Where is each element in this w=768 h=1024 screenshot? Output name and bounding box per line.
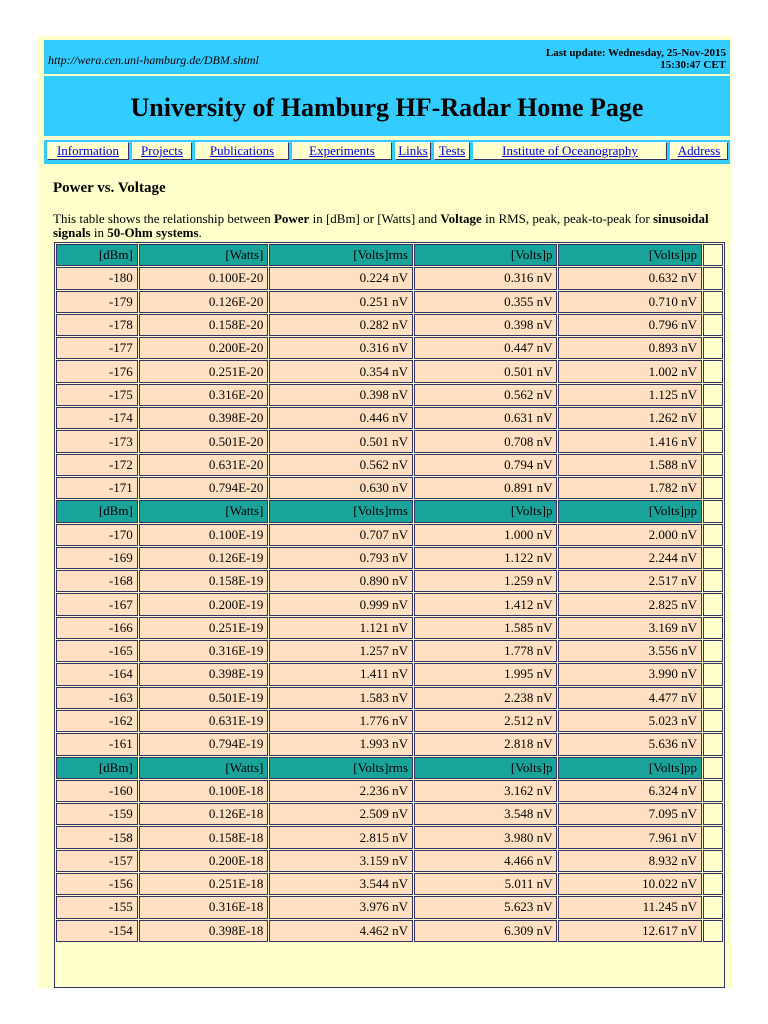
top-bar xyxy=(44,40,730,74)
table-row xyxy=(56,687,723,709)
table-cell: 1.122 nV xyxy=(414,547,558,569)
table-cell: 0.398 nV xyxy=(269,384,413,406)
table-cell: -165 xyxy=(56,640,138,662)
last-update-time: 15:30:47 CET xyxy=(660,59,726,71)
table-cell: 0.893 nV xyxy=(558,337,702,359)
last-update xyxy=(546,47,726,71)
table-spacer-cell xyxy=(703,477,723,499)
table-row xyxy=(56,710,723,732)
table-cell: 1.588 nV xyxy=(558,454,702,476)
table-row xyxy=(56,360,723,382)
desc-bold-sinusoidal: sinusoidal signals xyxy=(53,211,709,240)
table-cell: -170 xyxy=(56,524,138,546)
page xyxy=(38,36,732,988)
table-cell: 0.126E-18 xyxy=(139,803,269,825)
table-cell: 1.411 nV xyxy=(269,663,413,685)
desc-text-4: in xyxy=(90,225,108,240)
column-header: [Watts] xyxy=(139,244,269,266)
table-cell: 0.316E-20 xyxy=(139,384,269,406)
table-cell: 2.236 nV xyxy=(269,780,413,802)
table-cell: 1.782 nV xyxy=(558,477,702,499)
table-cell: 0.126E-20 xyxy=(139,291,269,313)
table-cell: 0.631 nV xyxy=(414,407,558,429)
table-cell: 0.126E-19 xyxy=(139,547,269,569)
desc-text-3: in RMS, peak, peak-to-peak for xyxy=(481,211,653,226)
table-cell: 0.446 nV xyxy=(269,407,413,429)
table-row xyxy=(56,337,723,359)
table-cell: 1.125 nV xyxy=(558,384,702,406)
table-cell: 1.257 nV xyxy=(269,640,413,662)
table-cell: 3.162 nV xyxy=(414,780,558,802)
table-cell: 0.316 nV xyxy=(269,337,413,359)
table-cell: 7.095 nV xyxy=(558,803,702,825)
table-cell: 0.100E-18 xyxy=(139,780,269,802)
table-header-row xyxy=(56,757,723,779)
column-header: [Volts]p xyxy=(414,500,558,522)
table-cell: 0.355 nV xyxy=(414,291,558,313)
table-spacer-cell xyxy=(703,454,723,476)
power-voltage-table xyxy=(55,243,724,943)
table-cell: 0.999 nV xyxy=(269,593,413,615)
table-cell: 3.544 nV xyxy=(269,873,413,895)
table-cell: 7.961 nV xyxy=(558,826,702,848)
nav-publications[interactable]: Publications xyxy=(195,142,289,160)
table-row xyxy=(56,663,723,685)
table-cell: 1.000 nV xyxy=(414,524,558,546)
table-cell: -174 xyxy=(56,407,138,429)
table-cell: -167 xyxy=(56,593,138,615)
table-spacer-cell xyxy=(703,430,723,452)
table-cell: 0.794E-20 xyxy=(139,477,269,499)
table-cell: 0.796 nV xyxy=(558,314,702,336)
table-row xyxy=(56,547,723,569)
column-header: [Watts] xyxy=(139,757,269,779)
table-spacer-cell xyxy=(703,267,723,289)
table-cell: 8.932 nV xyxy=(558,850,702,872)
table-spacer-cell xyxy=(703,314,723,336)
table-spacer-cell xyxy=(703,407,723,429)
table-cell: 3.548 nV xyxy=(414,803,558,825)
nav-links[interactable]: Links xyxy=(395,142,431,160)
table-cell: 0.632 nV xyxy=(558,267,702,289)
table-cell: -176 xyxy=(56,360,138,382)
table-cell: 2.818 nV xyxy=(414,733,558,755)
table-row xyxy=(56,454,723,476)
table-cell: 0.707 nV xyxy=(269,524,413,546)
table-row xyxy=(56,896,723,918)
column-header: [Volts]rms xyxy=(269,757,413,779)
table-cell: 0.501 nV xyxy=(269,430,413,452)
power-voltage-table-frame xyxy=(54,242,725,988)
table-cell: -154 xyxy=(56,920,138,942)
table-cell: 0.710 nV xyxy=(558,291,702,313)
table-spacer-cell xyxy=(703,663,723,685)
table-cell: 3.976 nV xyxy=(269,896,413,918)
table-cell: 0.890 nV xyxy=(269,570,413,592)
table-cell: 0.631E-20 xyxy=(139,454,269,476)
table-cell: -166 xyxy=(56,617,138,639)
table-spacer-cell xyxy=(703,547,723,569)
table-cell: 4.477 nV xyxy=(558,687,702,709)
table-cell: -160 xyxy=(56,780,138,802)
table-cell: 1.778 nV xyxy=(414,640,558,662)
table-cell: -175 xyxy=(56,384,138,406)
table-cell: 1.583 nV xyxy=(269,687,413,709)
table-spacer-cell xyxy=(703,360,723,382)
column-header: [Volts]p xyxy=(414,244,558,266)
table-row xyxy=(56,850,723,872)
table-cell: -163 xyxy=(56,687,138,709)
table-spacer-cell xyxy=(703,291,723,313)
table-cell: 1.993 nV xyxy=(269,733,413,755)
table-cell: 0.282 nV xyxy=(269,314,413,336)
table-cell: 1.412 nV xyxy=(414,593,558,615)
table-cell: 0.354 nV xyxy=(269,360,413,382)
last-update-date: Last update: Wednesday, 25-Nov-2015 xyxy=(545,47,726,59)
table-cell: 0.398 nV xyxy=(414,314,558,336)
table-cell: 3.159 nV xyxy=(269,850,413,872)
table-cell: -173 xyxy=(56,430,138,452)
table-cell: 0.200E-18 xyxy=(139,850,269,872)
table-cell: 2.512 nV xyxy=(414,710,558,732)
nav-address[interactable]: Address xyxy=(670,142,728,160)
table-spacer-cell xyxy=(703,617,723,639)
table-cell: 2.825 nV xyxy=(558,593,702,615)
table-cell: 0.251 nV xyxy=(269,291,413,313)
table-cell: 0.316E-19 xyxy=(139,640,269,662)
table-cell: 0.158E-20 xyxy=(139,314,269,336)
table-row xyxy=(56,733,723,755)
desc-text-1: This table shows the relationship between xyxy=(53,211,274,226)
table-cell: 2.000 nV xyxy=(558,524,702,546)
table-cell: 12.617 nV xyxy=(558,920,702,942)
table-row xyxy=(56,407,723,429)
table-cell: -164 xyxy=(56,663,138,685)
table-row xyxy=(56,524,723,546)
table-cell: 1.995 nV xyxy=(414,663,558,685)
desc-bold-power: Power xyxy=(273,211,310,226)
table-cell: -171 xyxy=(56,477,138,499)
table-cell: -155 xyxy=(56,896,138,918)
table-spacer-cell xyxy=(703,850,723,872)
column-header: [Volts]pp xyxy=(558,757,702,779)
table-cell: 0.398E-19 xyxy=(139,663,269,685)
page-url: http://wera.cen.uni-hamburg.de/DBM.shtml xyxy=(48,53,259,67)
table-cell: 1.776 nV xyxy=(269,710,413,732)
table-cell: 1.121 nV xyxy=(269,617,413,639)
table-row xyxy=(56,570,723,592)
nav-tests[interactable]: Tests xyxy=(434,142,470,160)
table-cell: 5.623 nV xyxy=(414,896,558,918)
column-header: [dBm] xyxy=(56,757,138,779)
table-cell: 2.238 nV xyxy=(414,687,558,709)
nav-bar xyxy=(44,140,730,164)
table-spacer-cell xyxy=(703,896,723,918)
table-row xyxy=(56,826,723,848)
column-header: [Volts]pp xyxy=(558,244,702,266)
table-cell: 0.708 nV xyxy=(414,430,558,452)
nav-experiments[interactable]: Experiments xyxy=(292,142,392,160)
table-cell: 5.011 nV xyxy=(414,873,558,895)
table-spacer-cell xyxy=(703,593,723,615)
table-cell: 0.794 nV xyxy=(414,454,558,476)
table-cell: 0.793 nV xyxy=(269,547,413,569)
table-row xyxy=(56,617,723,639)
table-cell: 0.891 nV xyxy=(414,477,558,499)
desc-bold-50ohm: 50-Ohm systems xyxy=(107,225,199,240)
table-cell: 3.990 nV xyxy=(558,663,702,685)
table-cell: 3.169 nV xyxy=(558,617,702,639)
table-cell: 0.251E-18 xyxy=(139,873,269,895)
table-cell: 6.324 nV xyxy=(558,780,702,802)
table-cell: 0.100E-20 xyxy=(139,267,269,289)
table-cell: 0.501E-19 xyxy=(139,687,269,709)
table-cell: 1.259 nV xyxy=(414,570,558,592)
table-row xyxy=(56,593,723,615)
title-banner xyxy=(44,76,730,136)
table-cell: -158 xyxy=(56,826,138,848)
table-spacer-cell xyxy=(703,757,723,779)
table-cell: 0.447 nV xyxy=(414,337,558,359)
table-row xyxy=(56,430,723,452)
desc-text-5: . xyxy=(198,225,202,240)
section-heading: Power vs. Voltage xyxy=(53,180,166,196)
table-cell: 0.158E-19 xyxy=(139,570,269,592)
table-cell: 2.244 nV xyxy=(558,547,702,569)
description xyxy=(53,212,723,240)
table-cell: 1.262 nV xyxy=(558,407,702,429)
table-cell: 0.316E-18 xyxy=(139,896,269,918)
table-spacer-cell xyxy=(703,384,723,406)
table-cell: 3.556 nV xyxy=(558,640,702,662)
page-title: University of Hamburg HF-Radar Home Page xyxy=(130,93,644,122)
table-cell: -156 xyxy=(56,873,138,895)
table-cell: 0.398E-20 xyxy=(139,407,269,429)
table-cell: 2.509 nV xyxy=(269,803,413,825)
table-cell: 10.022 nV xyxy=(558,873,702,895)
table-cell: 1.416 nV xyxy=(558,430,702,452)
table-row xyxy=(56,314,723,336)
table-row xyxy=(56,267,723,289)
table-cell: -178 xyxy=(56,314,138,336)
table-cell: 11.245 nV xyxy=(558,896,702,918)
table-spacer-cell xyxy=(703,640,723,662)
table-row xyxy=(56,873,723,895)
table-spacer-cell xyxy=(703,920,723,942)
table-spacer-cell xyxy=(703,337,723,359)
table-row xyxy=(56,780,723,802)
table-cell: -179 xyxy=(56,291,138,313)
table-cell: 1.585 nV xyxy=(414,617,558,639)
column-header: [Volts]p xyxy=(414,757,558,779)
table-spacer-cell xyxy=(703,710,723,732)
table-spacer-cell xyxy=(703,687,723,709)
table-spacer-cell xyxy=(703,524,723,546)
nav-institute-of-oceanography[interactable]: Institute of Oceanography xyxy=(473,142,667,160)
table-cell: 0.251E-20 xyxy=(139,360,269,382)
nav-information[interactable]: Information xyxy=(47,142,129,160)
table-header-row xyxy=(56,500,723,522)
table-spacer-cell xyxy=(703,873,723,895)
table-cell: 4.466 nV xyxy=(414,850,558,872)
table-spacer-cell xyxy=(703,780,723,802)
table-spacer-cell xyxy=(703,500,723,522)
table-row xyxy=(56,291,723,313)
column-header: [Watts] xyxy=(139,500,269,522)
table-spacer-cell xyxy=(703,733,723,755)
table-cell: 2.815 nV xyxy=(269,826,413,848)
table-cell: 5.636 nV xyxy=(558,733,702,755)
table-cell: -168 xyxy=(56,570,138,592)
table-cell: 0.200E-20 xyxy=(139,337,269,359)
table-cell: 5.023 nV xyxy=(558,710,702,732)
column-header: [dBm] xyxy=(56,500,138,522)
table-cell: -172 xyxy=(56,454,138,476)
table-spacer-cell xyxy=(703,803,723,825)
table-cell: 0.251E-19 xyxy=(139,617,269,639)
table-cell: -177 xyxy=(56,337,138,359)
table-cell: 0.501E-20 xyxy=(139,430,269,452)
table-row xyxy=(56,477,723,499)
table-cell: 1.002 nV xyxy=(558,360,702,382)
table-cell: -162 xyxy=(56,710,138,732)
column-header: [Volts]pp xyxy=(558,500,702,522)
table-cell: 0.100E-19 xyxy=(139,524,269,546)
table-spacer-cell xyxy=(703,244,723,266)
table-cell: 4.462 nV xyxy=(269,920,413,942)
table-row xyxy=(56,920,723,942)
table-header-row xyxy=(56,244,723,266)
column-header: [Volts]rms xyxy=(269,244,413,266)
table-spacer-cell xyxy=(703,570,723,592)
table-cell: -159 xyxy=(56,803,138,825)
table-cell: 0.316 nV xyxy=(414,267,558,289)
table-cell: -157 xyxy=(56,850,138,872)
column-header: [dBm] xyxy=(56,244,138,266)
table-spacer-cell xyxy=(703,826,723,848)
table-cell: 3.980 nV xyxy=(414,826,558,848)
table-cell: 0.631E-19 xyxy=(139,710,269,732)
table-cell: -180 xyxy=(56,267,138,289)
table-cell: 0.158E-18 xyxy=(139,826,269,848)
table-cell: 0.562 nV xyxy=(414,384,558,406)
column-header: [Volts]rms xyxy=(269,500,413,522)
table-cell: 0.200E-19 xyxy=(139,593,269,615)
table-cell: 0.501 nV xyxy=(414,360,558,382)
table-row xyxy=(56,640,723,662)
table-cell: -161 xyxy=(56,733,138,755)
table-cell: 0.398E-18 xyxy=(139,920,269,942)
table-row xyxy=(56,384,723,406)
table-cell: 0.224 nV xyxy=(269,267,413,289)
table-cell: 0.562 nV xyxy=(269,454,413,476)
table-row xyxy=(56,803,723,825)
table-cell: 0.794E-19 xyxy=(139,733,269,755)
nav-projects[interactable]: Projects xyxy=(132,142,192,160)
desc-text-2: in [dBm] or [Watts] and xyxy=(309,211,441,226)
table-cell: 0.630 nV xyxy=(269,477,413,499)
table-cell: -169 xyxy=(56,547,138,569)
table-cell: 6.309 nV xyxy=(414,920,558,942)
table-cell: 2.517 nV xyxy=(558,570,702,592)
desc-bold-voltage: Voltage xyxy=(440,211,482,226)
